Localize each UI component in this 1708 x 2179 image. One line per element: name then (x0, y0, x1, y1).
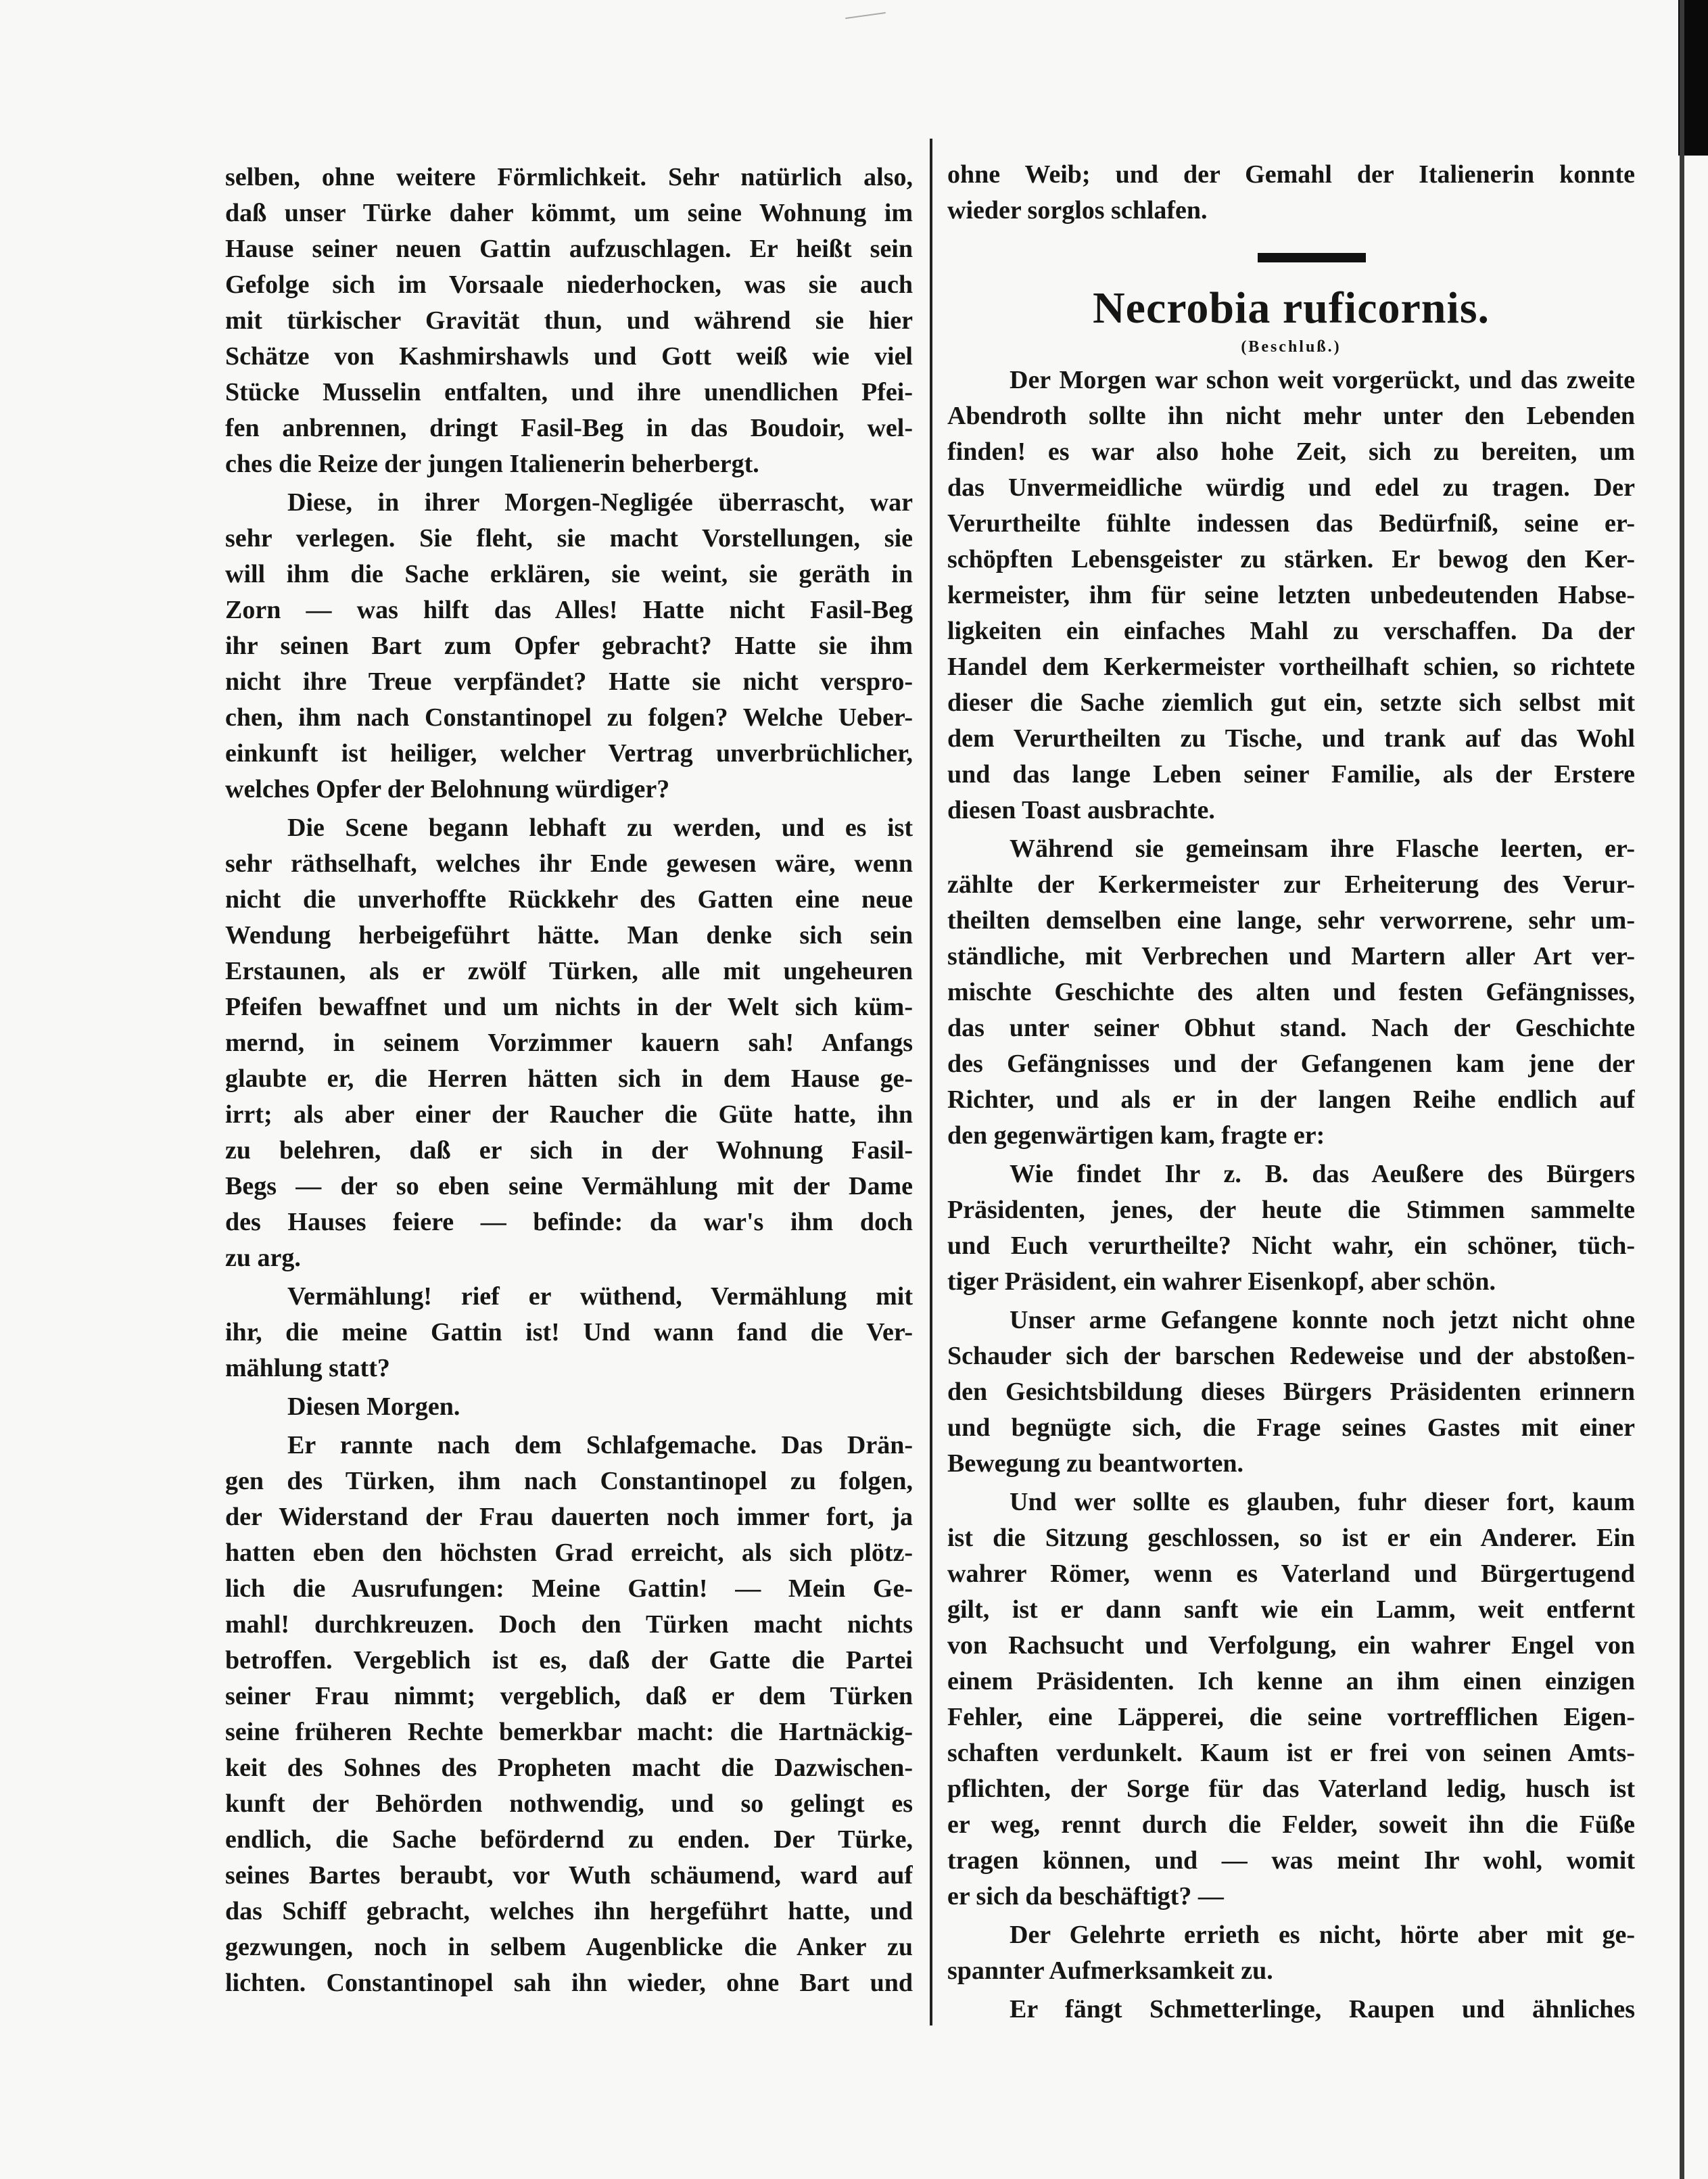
text-line: Schätze von Kashmirshawls und Gott weiß wie viel (225, 342, 913, 371)
text-line: welches Opfer der Belohnung würdiger? (225, 775, 670, 803)
paragraph (947, 831, 1635, 1154)
text-line: schaften verdunkelt. Kaum ist er frei von seinen Amts- (947, 1739, 1635, 1767)
text-line: chen, ihm nach Constantinopel zu folgen? Welche Ueber- (225, 703, 913, 732)
text-line: des Hauses feiere — befinde: da war's ihm doch (225, 1208, 913, 1236)
text-line: fen anbrennen, dringt Fasil-Beg in das Boudoir, wel- (225, 414, 913, 442)
text-line: das Schiff gebracht, welches ihn hergeführt hatte, und (225, 1897, 913, 1925)
text-line: Handel dem Kerkermeister vortheilhaft schien, so richtete (947, 653, 1635, 681)
text-line: Wendung herbeigeführt hätte. Man denke sich sein (225, 921, 913, 950)
text-line: Stücke Musselin entfalten, und ihre unendlichen Pfei- (225, 378, 913, 406)
text-line: Diese, in ihrer Morgen-Negligée überrascht, war (287, 488, 913, 517)
text-line: ihr, die meine Gattin ist! Und wann fand die Ver- (225, 1318, 913, 1346)
paragraph (225, 485, 913, 807)
right-column (947, 362, 1635, 2030)
paragraph (947, 1156, 1635, 1300)
text-line: seine früheren Rechte bemerkbar macht: die Hartnäckig- (225, 1718, 913, 1746)
text-line: wahrer Römer, wenn es Vaterland und Bürgertugend (947, 1560, 1635, 1588)
text-line: theilten demselben eine lange, sehr verworrene, sehr um- (947, 906, 1635, 935)
text-line: gen des Türken, ihm nach Constantinopel zu folgen, (225, 1467, 913, 1495)
text-line: mit türkischer Gravität thun, und während sie hier (225, 306, 913, 335)
text-line: ist die Sitzung geschlossen, so ist er ein Anderer. Ein (947, 1524, 1635, 1552)
text-line: mernd, in seinem Vorzimmer kauern sah! Anfangs (225, 1029, 913, 1057)
text-line: Schauder sich der barschen Redeweise und der abstoßen- (947, 1342, 1635, 1370)
paragraph (225, 1279, 913, 1386)
text-line: Und wer sollte es glauben, fuhr dieser fort, kaum (1010, 1488, 1635, 1516)
text-line: Gefolge sich im Vorsaale niederhocken, was sie auch (225, 271, 913, 299)
text-line: ches die Reize der jungen Italienerin beherbergt. (225, 450, 759, 478)
text-line: ohne Weib; und der Gemahl der Italienerin konnte (947, 160, 1635, 189)
text-line: Richter, und als er in der langen Reihe endlich auf (947, 1085, 1635, 1114)
text-line: dieser die Sache ziemlich gut ein, setzte sich selbst mit (947, 688, 1635, 717)
section-rule (1258, 253, 1366, 258)
text-line: irrt; als aber einer der Raucher die Güte hatte, ihn (225, 1100, 913, 1129)
paragraph (947, 1303, 1635, 1482)
text-line: gezwungen, noch in selbem Augenblicke die Anker zu (225, 1933, 913, 1961)
text-line: und begnügte sich, die Frage seines Gastes mit einer (947, 1413, 1635, 1442)
text-line: seiner Frau nimmt; vergeblich, daß er dem Türken (225, 1682, 913, 1710)
text-line: will ihm die Sache erklären, sie weint, sie geräth in (225, 560, 913, 588)
text-line: das unter seiner Obhut stand. Nach der Geschichte (947, 1014, 1635, 1042)
paragraph (225, 1389, 913, 1425)
text-line: gilt, ist er dann sanft wie ein Lamm, weit entfernt (947, 1595, 1635, 1624)
article-title: Necrobia ruficornis. (1092, 283, 1490, 333)
article-subtitle: (Beschluß.) (1241, 338, 1342, 356)
text-line: das Unvermeidliche würdig und edel zu tragen. Der (947, 473, 1635, 502)
text-line: schöpften Lebensgeister zu stärken. Er bewog den Ker- (947, 545, 1635, 573)
text-line: Begs — der so eben seine Vermählung mit der Dame (225, 1172, 913, 1200)
text-line: Wie findet Ihr z. B. das Aeußere des Bürgers (1010, 1160, 1635, 1188)
text-line: kermeister, ihm für seine letzten unbedeutenden Habse- (947, 581, 1635, 609)
left-column (225, 160, 913, 2004)
text-line: daß unser Türke daher kömmt, um seine Wohnung im (225, 199, 913, 227)
right-column-continuation (947, 157, 1635, 231)
paragraph (947, 1917, 1635, 1989)
text-line: sehr verlegen. Sie fleht, sie macht Vorstellungen, sie (225, 524, 913, 553)
text-line: ligkeiten ein einfaches Mahl zu verschaffen. Da der (947, 617, 1635, 645)
text-line: wieder sorglos schlafen. (947, 196, 1208, 225)
text-line: ihr seinen Bart zum Opfer gebracht? Hatte sie ihm (225, 632, 913, 660)
text-line: Vermählung! rief er wüthend, Vermählung mit (287, 1282, 913, 1311)
text-line: ständliche, mit Verbrechen und Martern aller Art ver- (947, 942, 1635, 970)
text-line: von Rachsucht und Verfolgung, ein wahrer Engel von (947, 1631, 1635, 1660)
text-line: hatten eben den höchsten Grad erreicht, als sich plötz- (225, 1539, 913, 1567)
text-line: zu belehren, daß er sich in der Wohnung Fasil- (225, 1136, 913, 1165)
text-line: zu arg. (225, 1244, 301, 1272)
text-line: kunft der Behörden nothwendig, und so gelingt es (225, 1789, 913, 1818)
text-line: und Euch verurtheilte? Nicht wahr, ein schöner, tüch- (947, 1232, 1635, 1260)
text-line: Er rannte nach dem Schlafgemache. Das Drän- (287, 1431, 913, 1459)
paragraph (225, 810, 913, 1276)
text-line: endlich, die Sache befördernd zu enden. Der Türke, (225, 1825, 913, 1854)
text-line: Unser arme Gefangene konnte noch jetzt nicht ohne (1010, 1306, 1635, 1334)
text-line: nicht die unverhoffte Rückkehr des Gatten eine neue (225, 885, 913, 914)
text-line: Abendroth sollte ihn nicht mehr unter den Lebenden (947, 402, 1635, 430)
text-line: Der Morgen war schon weit vorgerückt, und das zweite (1010, 366, 1635, 394)
text-line: Hause seiner neuen Gattin aufzuschlagen. Er heißt sein (225, 235, 913, 263)
text-line: Zorn — was hilft das Alles! Hatte nicht Fasil-Beg (225, 596, 913, 624)
paragraph (225, 160, 913, 482)
paragraph (947, 157, 1635, 229)
column-divider (930, 139, 932, 2025)
text-line: dem Verurtheilten zu Tische, und trank auf das Wohl (947, 724, 1635, 753)
text-line: Der Gelehrte errieth es nicht, hörte aber mit ge- (1010, 1921, 1635, 1949)
text-line: keit des Sohnes des Propheten macht die Dazwischen- (225, 1754, 913, 1782)
text-line: seines Bartes beraubt, vor Wuth schäumend, ward auf (225, 1861, 913, 1890)
text-line: und das lange Leben seiner Familie, als der Erstere (947, 760, 1635, 789)
text-line: selben, ohne weitere Förmlichkeit. Sehr natürlich also, (225, 163, 913, 191)
text-line: des Gefängnisses und der Gefangenen kam jene der (947, 1050, 1635, 1078)
text-line: zählte der Kerkermeister zur Erheiterung des Verur- (947, 870, 1635, 899)
text-line: Verurtheilte fühlte indessen das Bedürfniß, seine er- (947, 509, 1635, 538)
text-line: Während sie gemeinsam ihre Flasche leerten, er- (1010, 835, 1635, 863)
text-line: nicht ihre Treue verpfändet? Hatte sie nicht verspro- (225, 667, 913, 696)
scan-mark (845, 12, 886, 19)
text-line: er weg, rennt durch die Felder, soweit ihn die Füße (947, 1810, 1635, 1839)
text-line: betroffen. Vergeblich ist es, daß der Gatte die Partei (225, 1646, 913, 1674)
text-line: er sich da beschäftigt? — (947, 1882, 1224, 1911)
paragraph (947, 362, 1635, 828)
text-line: sehr räthselhaft, welches ihr Ende gewesen wäre, wenn (225, 849, 913, 878)
text-line: Bewegung zu beantworten. (947, 1449, 1244, 1478)
text-line: Die Scene begann lebhaft zu werden, und es ist (287, 814, 913, 842)
text-line: diesen Toast ausbrachte. (947, 796, 1215, 824)
text-line: den gegenwärtigen kam, fragte er: (947, 1121, 1325, 1150)
text-line: glaubte er, die Herren hätten sich in dem Hause ge- (225, 1064, 913, 1093)
text-line: spannter Aufmerksamkeit zu. (947, 1957, 1273, 1985)
paragraph (947, 1992, 1635, 2028)
text-line: mahl! durchkreuzen. Doch den Türken macht nichts (225, 1610, 913, 1639)
text-line: Diesen Morgen. (287, 1392, 460, 1421)
scan-edge-line (1680, 0, 1684, 2179)
text-line: Präsidenten, jenes, der heute die Stimmen sammelte (947, 1196, 1635, 1224)
text-line: einkunft ist heiliger, welcher Vertrag unverbrüchlicher, (225, 739, 913, 768)
text-line: finden! es war also hohe Zeit, sich zu bereiten, um (947, 438, 1635, 466)
text-line: tragen können, und — was meint Ihr wohl, womit (947, 1846, 1635, 1875)
text-line: Erstaunen, als er zwölf Türken, alle mit ungeheuren (225, 957, 913, 985)
paragraph (947, 1484, 1635, 1915)
text-line: Pfeifen bewaffnet und um nichts in der Welt sich küm- (225, 993, 913, 1021)
text-line: den Gesichtsbildung dieses Bürgers Präsidenten erinnern (947, 1378, 1635, 1406)
text-line: tiger Präsident, ein wahrer Eisenkopf, aber schön. (947, 1267, 1496, 1296)
text-line: mischte Geschichte des alten und festen Gefängnisses, (947, 978, 1635, 1006)
text-line: lich die Ausrufungen: Meine Gattin! — Mein Ge- (225, 1574, 913, 1603)
text-line: lichten. Constantinopel sah ihn wieder, ohne Bart und (225, 1969, 913, 1997)
text-line: Fehler, eine Läpperei, die seine vortrefflichen Eigen- (947, 1703, 1635, 1731)
text-line: mählung statt? (225, 1354, 390, 1382)
text-line: einem Präsidenten. Ich kenne an ihm einen einzigen (947, 1667, 1635, 1695)
text-line: Er fängt Schmetterlinge, Raupen und ähnliches (1010, 1995, 1635, 2023)
text-line: pflichten, der Sorge für das Vaterland ledig, husch ist (947, 1775, 1635, 1803)
paragraph (225, 1428, 913, 2001)
text-line: der Widerstand der Frau dauerten noch immer fort, ja (225, 1503, 913, 1531)
